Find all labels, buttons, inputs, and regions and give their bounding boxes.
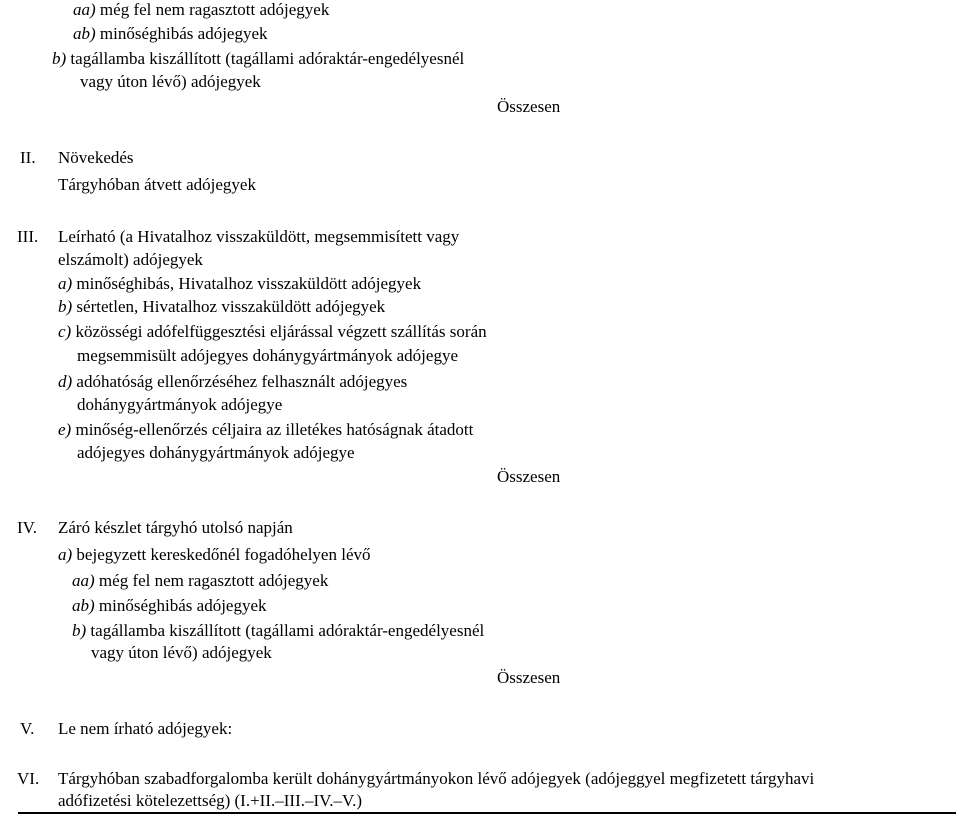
section-4-a-text: bejegyzett kereskedőnél fogadóhelyen lévő — [72, 545, 371, 564]
section-3-a-label: a) — [58, 274, 73, 293]
section-3-c-label: c) — [58, 322, 72, 341]
top-ab-item — [73, 24, 268, 44]
section-3-b-label: b) — [58, 297, 73, 316]
top-b-text-line1: tagállamba kiszállított (tagállami adóraktár-engedélyesnél — [66, 49, 465, 68]
section-5-title: Le nem írható adójegyek: — [58, 719, 233, 738]
top-ab-label: ab) — [73, 24, 96, 43]
section-3-b-text: sértetlen, Hivatalhoz visszaküldött adójegyek — [72, 297, 386, 316]
section-3-c-item — [58, 322, 487, 342]
top-aa-label: aa) — [73, 0, 96, 19]
section-2-numeral: II. — [20, 148, 36, 167]
section-4-ab-item — [72, 596, 267, 616]
section-3-e-label: e) — [58, 420, 72, 439]
section-3-numeral: III. — [17, 227, 39, 246]
top-aa-item — [73, 0, 329, 20]
section-3-c-text-line2: megsemmisült adójegyes dohánygyártmányok adójegye — [77, 346, 458, 365]
section-3-title-line2: elszámolt) adójegyek — [58, 250, 203, 269]
section-3-total-label: Összesen — [497, 467, 561, 486]
section-3-title-line1: Leírható (a Hivatalhoz visszaküldött, megsemmisített vagy — [58, 227, 460, 246]
section-3-a-item — [58, 274, 421, 294]
top-b-item — [52, 49, 464, 69]
top-ab-text: minőséghibás adójegyek — [95, 24, 268, 43]
section-4-numeral: IV. — [17, 518, 37, 537]
section-3-d-label: d) — [58, 372, 73, 391]
section-4-a-item — [58, 545, 371, 565]
section-6-text-line2: adófizetési kötelezettség) (I.+II.–III.–IV.–V.) — [58, 791, 362, 810]
section-4-b-text-line1: tagállamba kiszállított (tagállami adóraktár-engedélyesnél — [86, 621, 485, 640]
section-3-e-text-line2: adójegyes dohánygyártmányok adójegye — [77, 443, 355, 462]
section-4-a-label: a) — [58, 545, 73, 564]
section-2-received-line: Tárgyhóban átvett adójegyek — [58, 175, 256, 194]
section-5-numeral: V. — [20, 719, 35, 738]
section-3-d-text-line1: adóhatóság ellenőrzéséhez felhasznált adójegyes — [72, 372, 408, 391]
section-3-e-item — [58, 420, 473, 440]
top-b-text-line2: vagy úton lévő) adójegyek — [80, 72, 261, 91]
section-3-d-text-line2: dohánygyártmányok adójegye — [77, 395, 283, 414]
section-6-numeral: VI. — [17, 769, 40, 788]
section-4-title: Záró készlet tárgyhó utolsó napján — [58, 518, 293, 537]
section-4-aa-text: még fel nem ragasztott adójegyek — [94, 571, 329, 590]
section-4-total-label: Összesen — [497, 668, 561, 687]
bottom-rule-divider — [18, 812, 956, 814]
top-aa-text: még fel nem ragasztott adójegyek — [95, 0, 330, 19]
section-6-text-line1: Tárgyhóban szabadforgalomba került dohánygyártmányokon lévő adójegyek (adójeggyel megfizetett tárgyhavi — [58, 769, 815, 788]
section-4-aa-label: aa) — [72, 571, 95, 590]
section-4-ab-label: ab) — [72, 596, 95, 615]
section-4-ab-text: minőséghibás adójegyek — [94, 596, 267, 615]
section-3-e-text-line1: minőség-ellenőrzés céljaira az illetékes hatóságnak átadott — [71, 420, 474, 439]
top-b-label: b) — [52, 49, 67, 68]
section-2-title: Növekedés — [58, 148, 134, 167]
section-4-aa-item — [72, 571, 328, 591]
section-3-d-item — [58, 372, 407, 392]
section-3-a-text: minőséghibás, Hivatalhoz visszaküldött adójegyek — [72, 274, 422, 293]
section-4-b-item — [72, 621, 484, 641]
section-3-b-item — [58, 297, 385, 317]
top-total-label: Összesen — [497, 97, 561, 116]
section-4-b-label: b) — [72, 621, 87, 640]
section-4-b-text-line2: vagy úton lévő) adójegyek — [91, 643, 272, 662]
section-3-c-text-line1: közösségi adófelfüggesztési eljárással végzett szállítás során — [71, 322, 487, 341]
